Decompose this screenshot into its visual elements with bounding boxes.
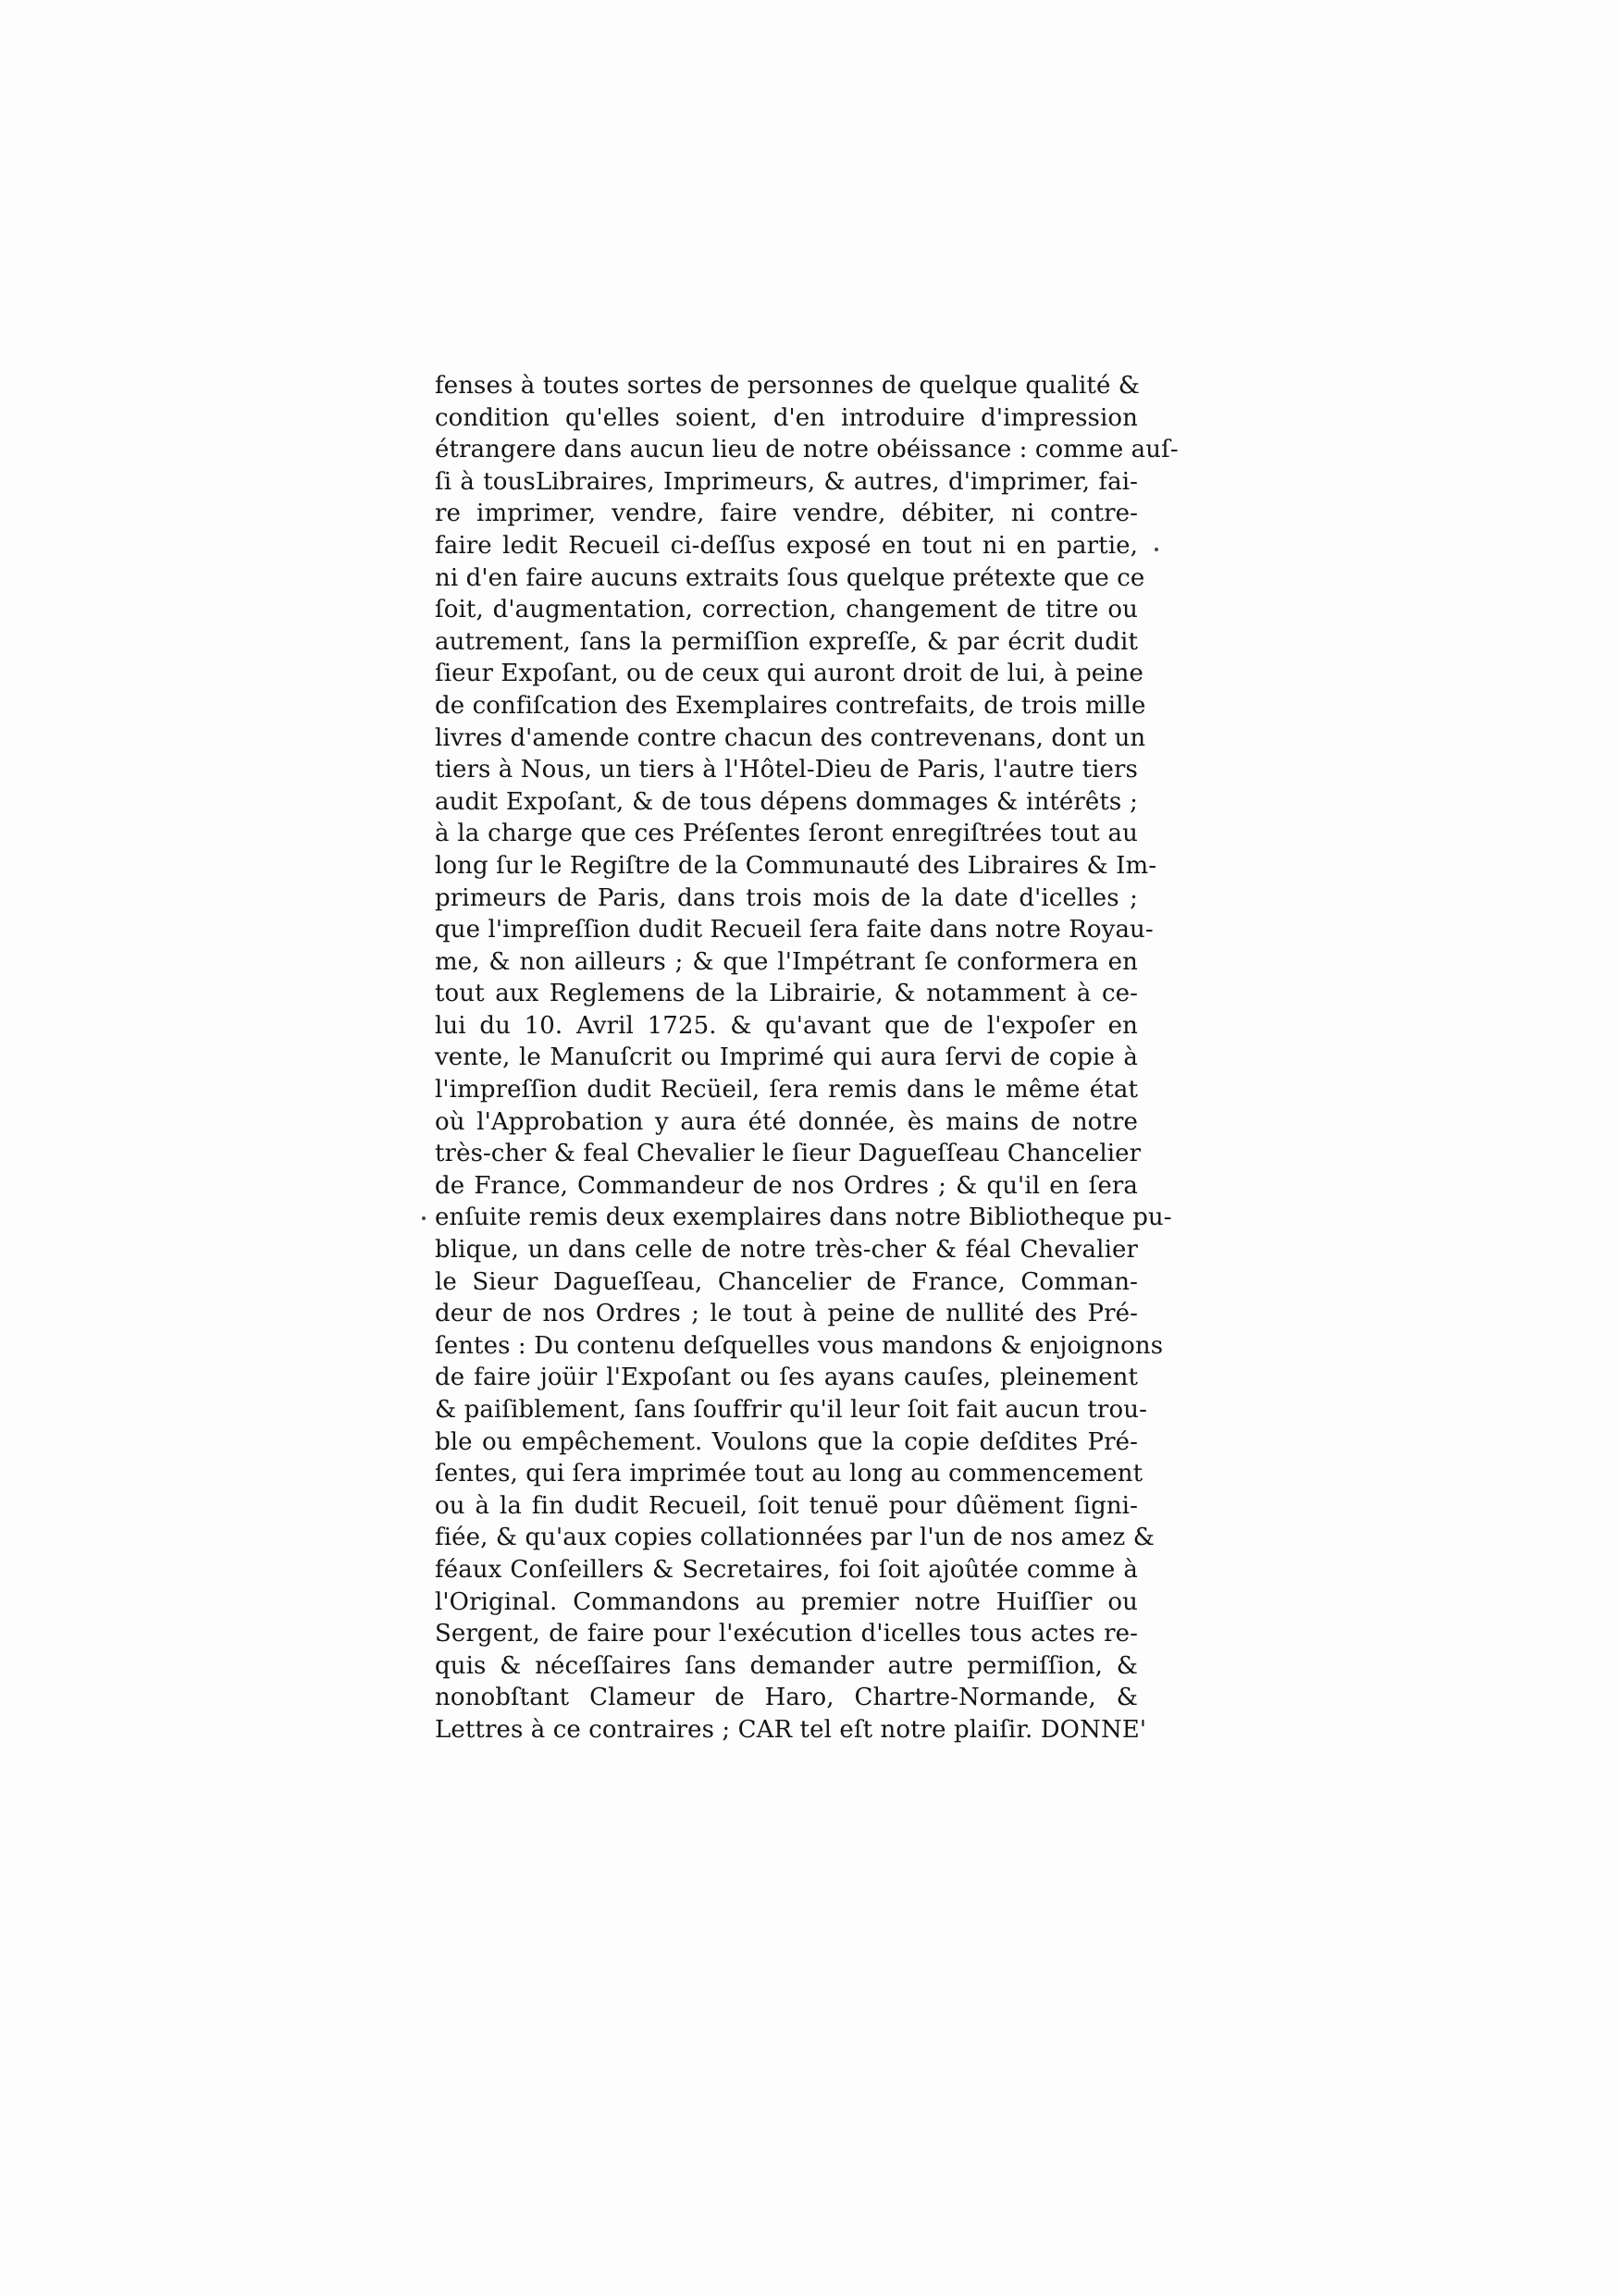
- text-line: ſentes, qui ſera imprimée tout au long au commencement: [435, 1460, 1143, 1488]
- text-line: fenses à toutes sortes de personnes de quelque qualité &: [435, 372, 1141, 400]
- text-line: condition qu'elles soient, d'en introduire d'impression: [435, 403, 1138, 432]
- text-line: étrangere dans aucun lieu de notre obéissance : comme auſ-: [435, 436, 1179, 464]
- text-line: vente, le Manuſcrit ou Imprimé qui aura ſervi de copie à: [435, 1043, 1138, 1072]
- text-line: l'impreſſion dudit Recüeil, ſera remis dans le même état: [435, 1076, 1138, 1105]
- text-line: re imprimer, vendre, faire vendre, débiter, ni contre-: [435, 500, 1138, 528]
- text-line: ſieur Expoſant, ou de ceux qui auront droit de lui, à peine: [435, 660, 1143, 688]
- text-line: autrement, ſans la permiſſion expreſſe, & par écrit dudit: [435, 627, 1138, 656]
- ink-speck: [1155, 548, 1158, 551]
- text-line: ni d'en faire aucuns extraits ſous quelque prétexte que ce: [435, 563, 1145, 592]
- text-line: ble ou empêchement. Voulons que la copie deſdites Pré-: [435, 1427, 1138, 1456]
- text-line: le Sieur Dagueſſeau, Chancelier de France, Comman-: [435, 1267, 1138, 1296]
- text-line: livres d'amende contre chacun des contrevenans, dont un: [435, 723, 1146, 752]
- text-line: où l'Approbation y aura été donnée, ès mains de notre: [435, 1107, 1138, 1136]
- text-line: deur de nos Ordres ; le tout à peine de nullité des Pré-: [435, 1300, 1138, 1328]
- text-line: féaux Conſeillers & Secretaires, foi ſoit ajoûtée comme à: [435, 1555, 1138, 1584]
- text-line: faire ledit Recueil ci-deſſus exposé en tout ni en partie,: [435, 531, 1138, 560]
- text-line: tout aux Reglemens de la Librairie, & notamment à ce-: [435, 980, 1138, 1008]
- text-line: blique, un dans celle de notre très-cher & féal Chevalier: [435, 1236, 1138, 1265]
- text-line: Lettres à ce contraires ; CAR tel eſt notre plaiſir. DONNE': [435, 1715, 1147, 1744]
- text-line: de faire joüir l'Expoſant ou ſes ayans cauſes, pleinement: [435, 1364, 1138, 1392]
- text-line: à la charge que ces Préſentes ſeront enregiſtrées tout au: [435, 820, 1138, 848]
- text-line: enſuite remis deux exemplaires dans notre Bibliotheque pu-: [435, 1204, 1172, 1232]
- text-line: ſi à tousLibraires, Imprimeurs, & autres, d'imprimer, fai-: [435, 467, 1138, 496]
- text-line: de confiſcation des Exemplaires contrefaits, de trois mille: [435, 691, 1146, 720]
- body-text: [435, 370, 1179, 1744]
- text-line: quis & néceſſaires ſans demander autre permiſſion, &: [435, 1651, 1138, 1680]
- text-line: lui du 10. Avril 1725. & qu'avant que de l'expoſer en: [435, 1011, 1138, 1040]
- text-line: nonobſtant Clameur de Haro, Chartre-Normande, &: [435, 1684, 1138, 1712]
- text-line: très-cher & feal Chevalier le ſieur Dagueſſeau Chancelier: [435, 1140, 1142, 1168]
- text-line: Sergent, de faire pour l'exécution d'icelles tous actes re-: [435, 1620, 1138, 1648]
- text-line: fiée, & qu'aux copies collationnées par l'un de nos amez &: [435, 1524, 1155, 1552]
- text-line: primeurs de Paris, dans trois mois de la date d'icelles ;: [435, 883, 1138, 912]
- text-line: me, & non ailleurs ; & que l'Impétrant ſe conformera en: [435, 947, 1138, 976]
- text-line: long ſur le Regiſtre de la Communauté des Libraires & Im-: [435, 851, 1157, 880]
- text-line: tiers à Nous, un tiers à l'Hôtel-Dieu de Paris, l'autre tiers: [435, 756, 1138, 784]
- text-line: ſoit, d'augmentation, correction, changement de titre ou: [435, 596, 1138, 624]
- text-line: l'Original. Commandons au premier notre Huiſſier ou: [435, 1587, 1138, 1616]
- text-line: que l'impreſſion dudit Recueil ſera faite dans notre Royau-: [435, 916, 1154, 944]
- text-line: & paiſiblement, ſans ſouffrir qu'il leur ſoit fait aucun trou-: [435, 1396, 1147, 1424]
- text-line: ou à la fin dudit Recueil, ſoit tenuë pour dûëment ſigni-: [435, 1491, 1138, 1520]
- text-line: de France, Commandeur de nos Ordres ; & qu'il en ſera: [435, 1171, 1138, 1200]
- ink-speck: [422, 1216, 426, 1220]
- text-line: audit Expoſant, & de tous dépens dommages & intérêts ;: [435, 787, 1138, 816]
- text-line: ſentes : Du contenu deſquelles vous mandons & enjoignons: [435, 1331, 1164, 1360]
